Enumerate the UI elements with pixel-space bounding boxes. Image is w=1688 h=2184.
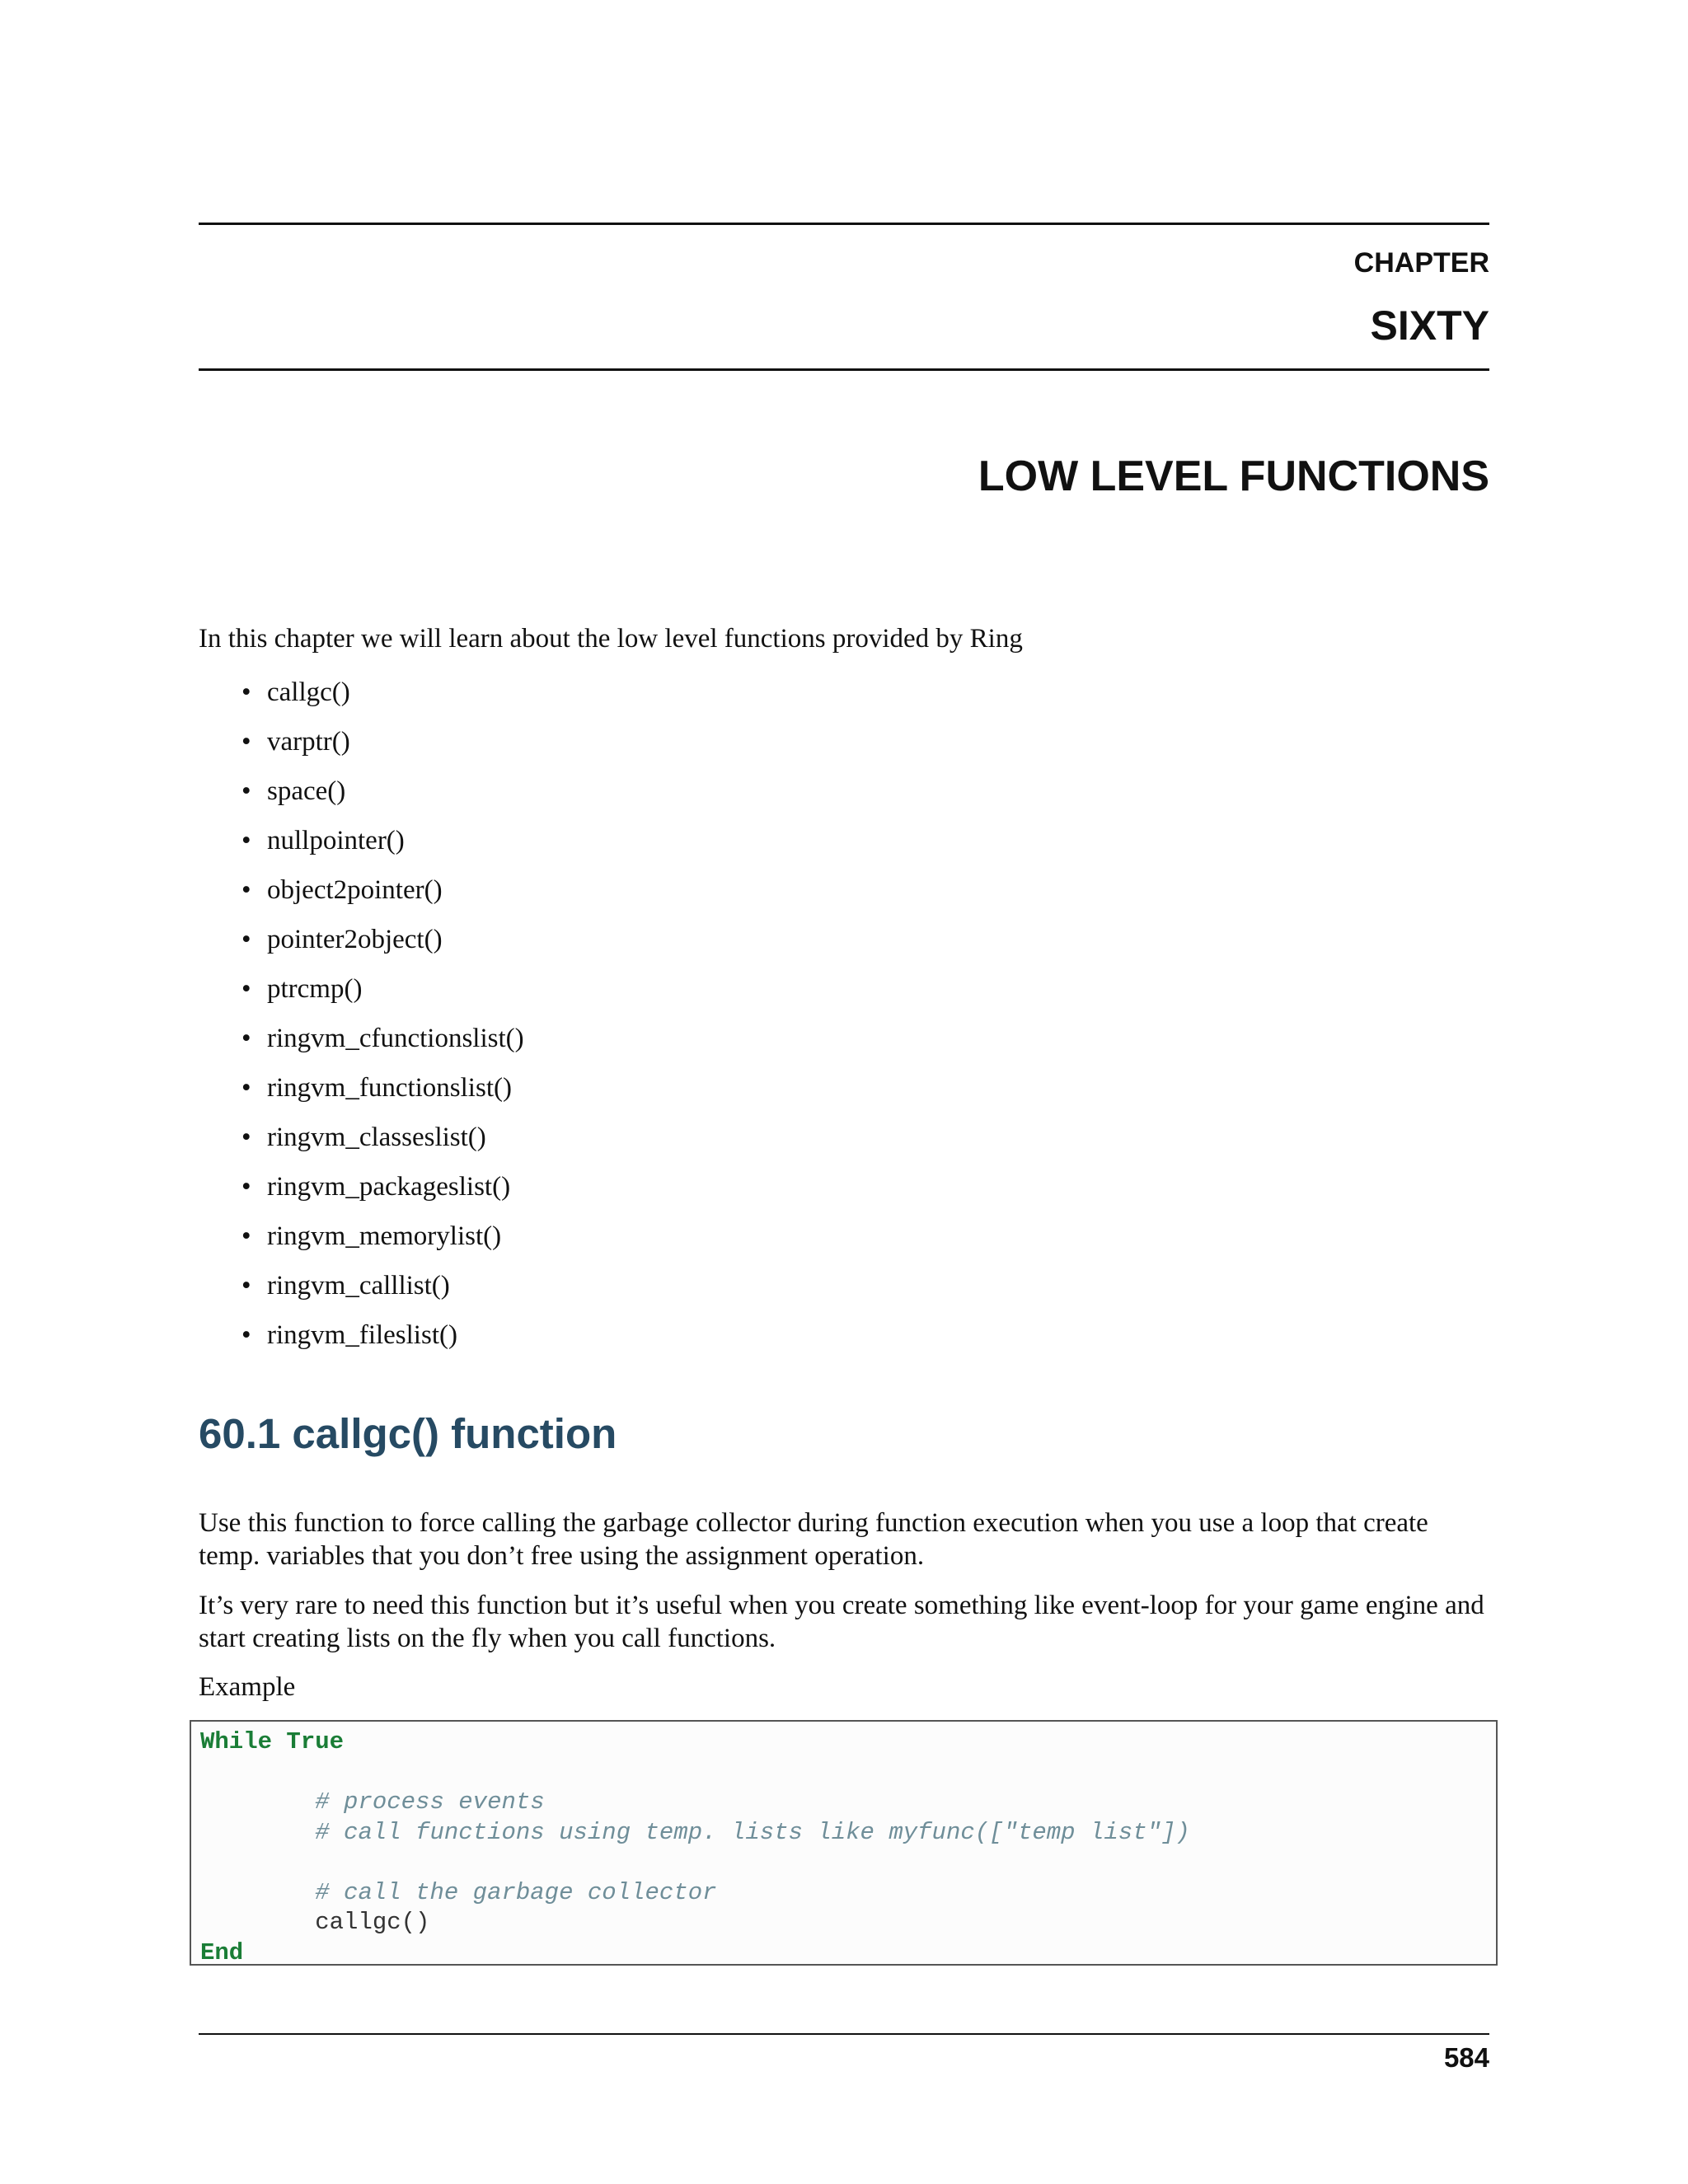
function-list: [199, 672, 524, 1364]
function-list-item: • object2pointer(): [199, 869, 524, 919]
code-keyword: End: [200, 1938, 244, 1966]
code-block: [190, 1720, 1498, 1966]
example-label: Example: [199, 1672, 296, 1702]
footer-rule: [199, 2033, 1489, 2035]
chapter-number: SIXTY: [1370, 302, 1489, 349]
function-list-item: • pointer2object(): [199, 919, 524, 968]
function-list-item: • ringvm_cfunctionslist(): [199, 1018, 524, 1067]
function-list-item: • callgc(): [199, 672, 524, 721]
function-list-item: • ringvm_fileslist(): [199, 1315, 524, 1364]
function-list-item: • varptr(): [199, 721, 524, 771]
function-list-item: • ringvm_packageslist(): [199, 1166, 524, 1216]
function-list-item: • ptrcmp(): [199, 968, 524, 1018]
code-keyword: While True: [200, 1728, 345, 1755]
section-paragraph: Use this function to force calling the garbage collector during function execution when you use a loop that create temp. variables that you don’t free using the assignment operation.: [199, 1508, 1428, 1571]
section-paragraph: It’s very rare to need this function but it’s useful when you create something like event-loop for your game engine and start creating lists on the fly when you call functions.: [199, 1591, 1484, 1653]
function-list-item: • ringvm_classeslist(): [199, 1117, 524, 1166]
function-list-item: • space(): [199, 771, 524, 820]
header-bottom-rule: [199, 368, 1489, 371]
function-list-item: • nullpointer(): [199, 820, 524, 869]
chapter-label: CHAPTER: [1353, 247, 1489, 279]
header-top-rule: [199, 223, 1489, 225]
function-list-item: • ringvm_calllist(): [199, 1265, 524, 1315]
section-heading: 60.1 callgc() function: [199, 1410, 617, 1457]
function-list-item: • ringvm_functionslist(): [199, 1067, 524, 1117]
intro-paragraph: In this chapter we will learn about the low level functions provided by Ring: [199, 624, 1023, 654]
code-call: callgc(): [315, 1909, 430, 1936]
function-list-item: • ringvm_memorylist(): [199, 1216, 524, 1265]
code-comment: # process events: [315, 1788, 545, 1816]
code-comment: # call the garbage collector: [315, 1878, 717, 1906]
chapter-title: LOW LEVEL FUNCTIONS: [978, 452, 1489, 500]
page-number: 584: [1443, 2042, 1489, 2073]
code-comment: # call functions using temp. lists like myfunc(["temp list"]): [315, 1818, 1190, 1846]
